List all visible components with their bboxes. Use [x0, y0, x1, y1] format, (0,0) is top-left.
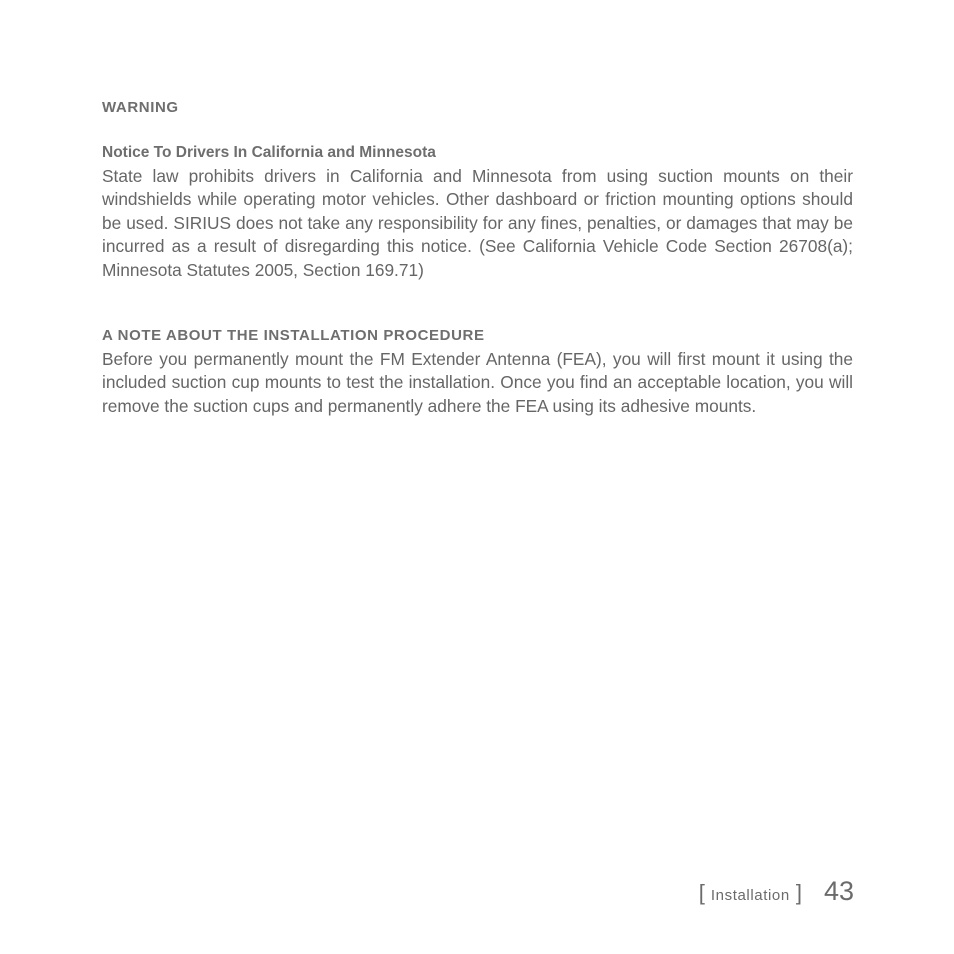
page-content	[102, 98, 853, 418]
footer-close-bracket: ]	[795, 880, 802, 905]
footer-open-bracket: [	[698, 880, 705, 905]
page-footer	[699, 876, 854, 916]
installation-note-body: Before you permanently mount the FM Extender Antenna (FEA), you will first mount it using the included suction cup mounts to test the installation. Once you find an acceptable location, you will remove the suction cups and permanently adhere the FEA using its adhesive mounts.	[102, 349, 853, 416]
footer-section-name: Installation	[710, 887, 790, 904]
installation-note-heading: A NOTE ABOUT THE INSTALLATION PROCEDURE	[102, 327, 485, 345]
warning-label: WARNING	[102, 99, 179, 116]
warning-subheading: Notice To Drivers In California and Minnesota	[102, 144, 436, 161]
page-number: 43	[823, 876, 854, 906]
warning-body: State law prohibits drivers in California and Minnesota from using suction mounts on their windshields while operating motor vehicles. Other dashboard or friction mounting options should be used. SIRIUS does not take any responsibility for any fines, penalties, or damages that may be incurred as a result of disregarding this notice. (See California Vehicle Code Section 26708(a); Minnesota Statutes 2005, Section 169.71)	[102, 166, 853, 280]
